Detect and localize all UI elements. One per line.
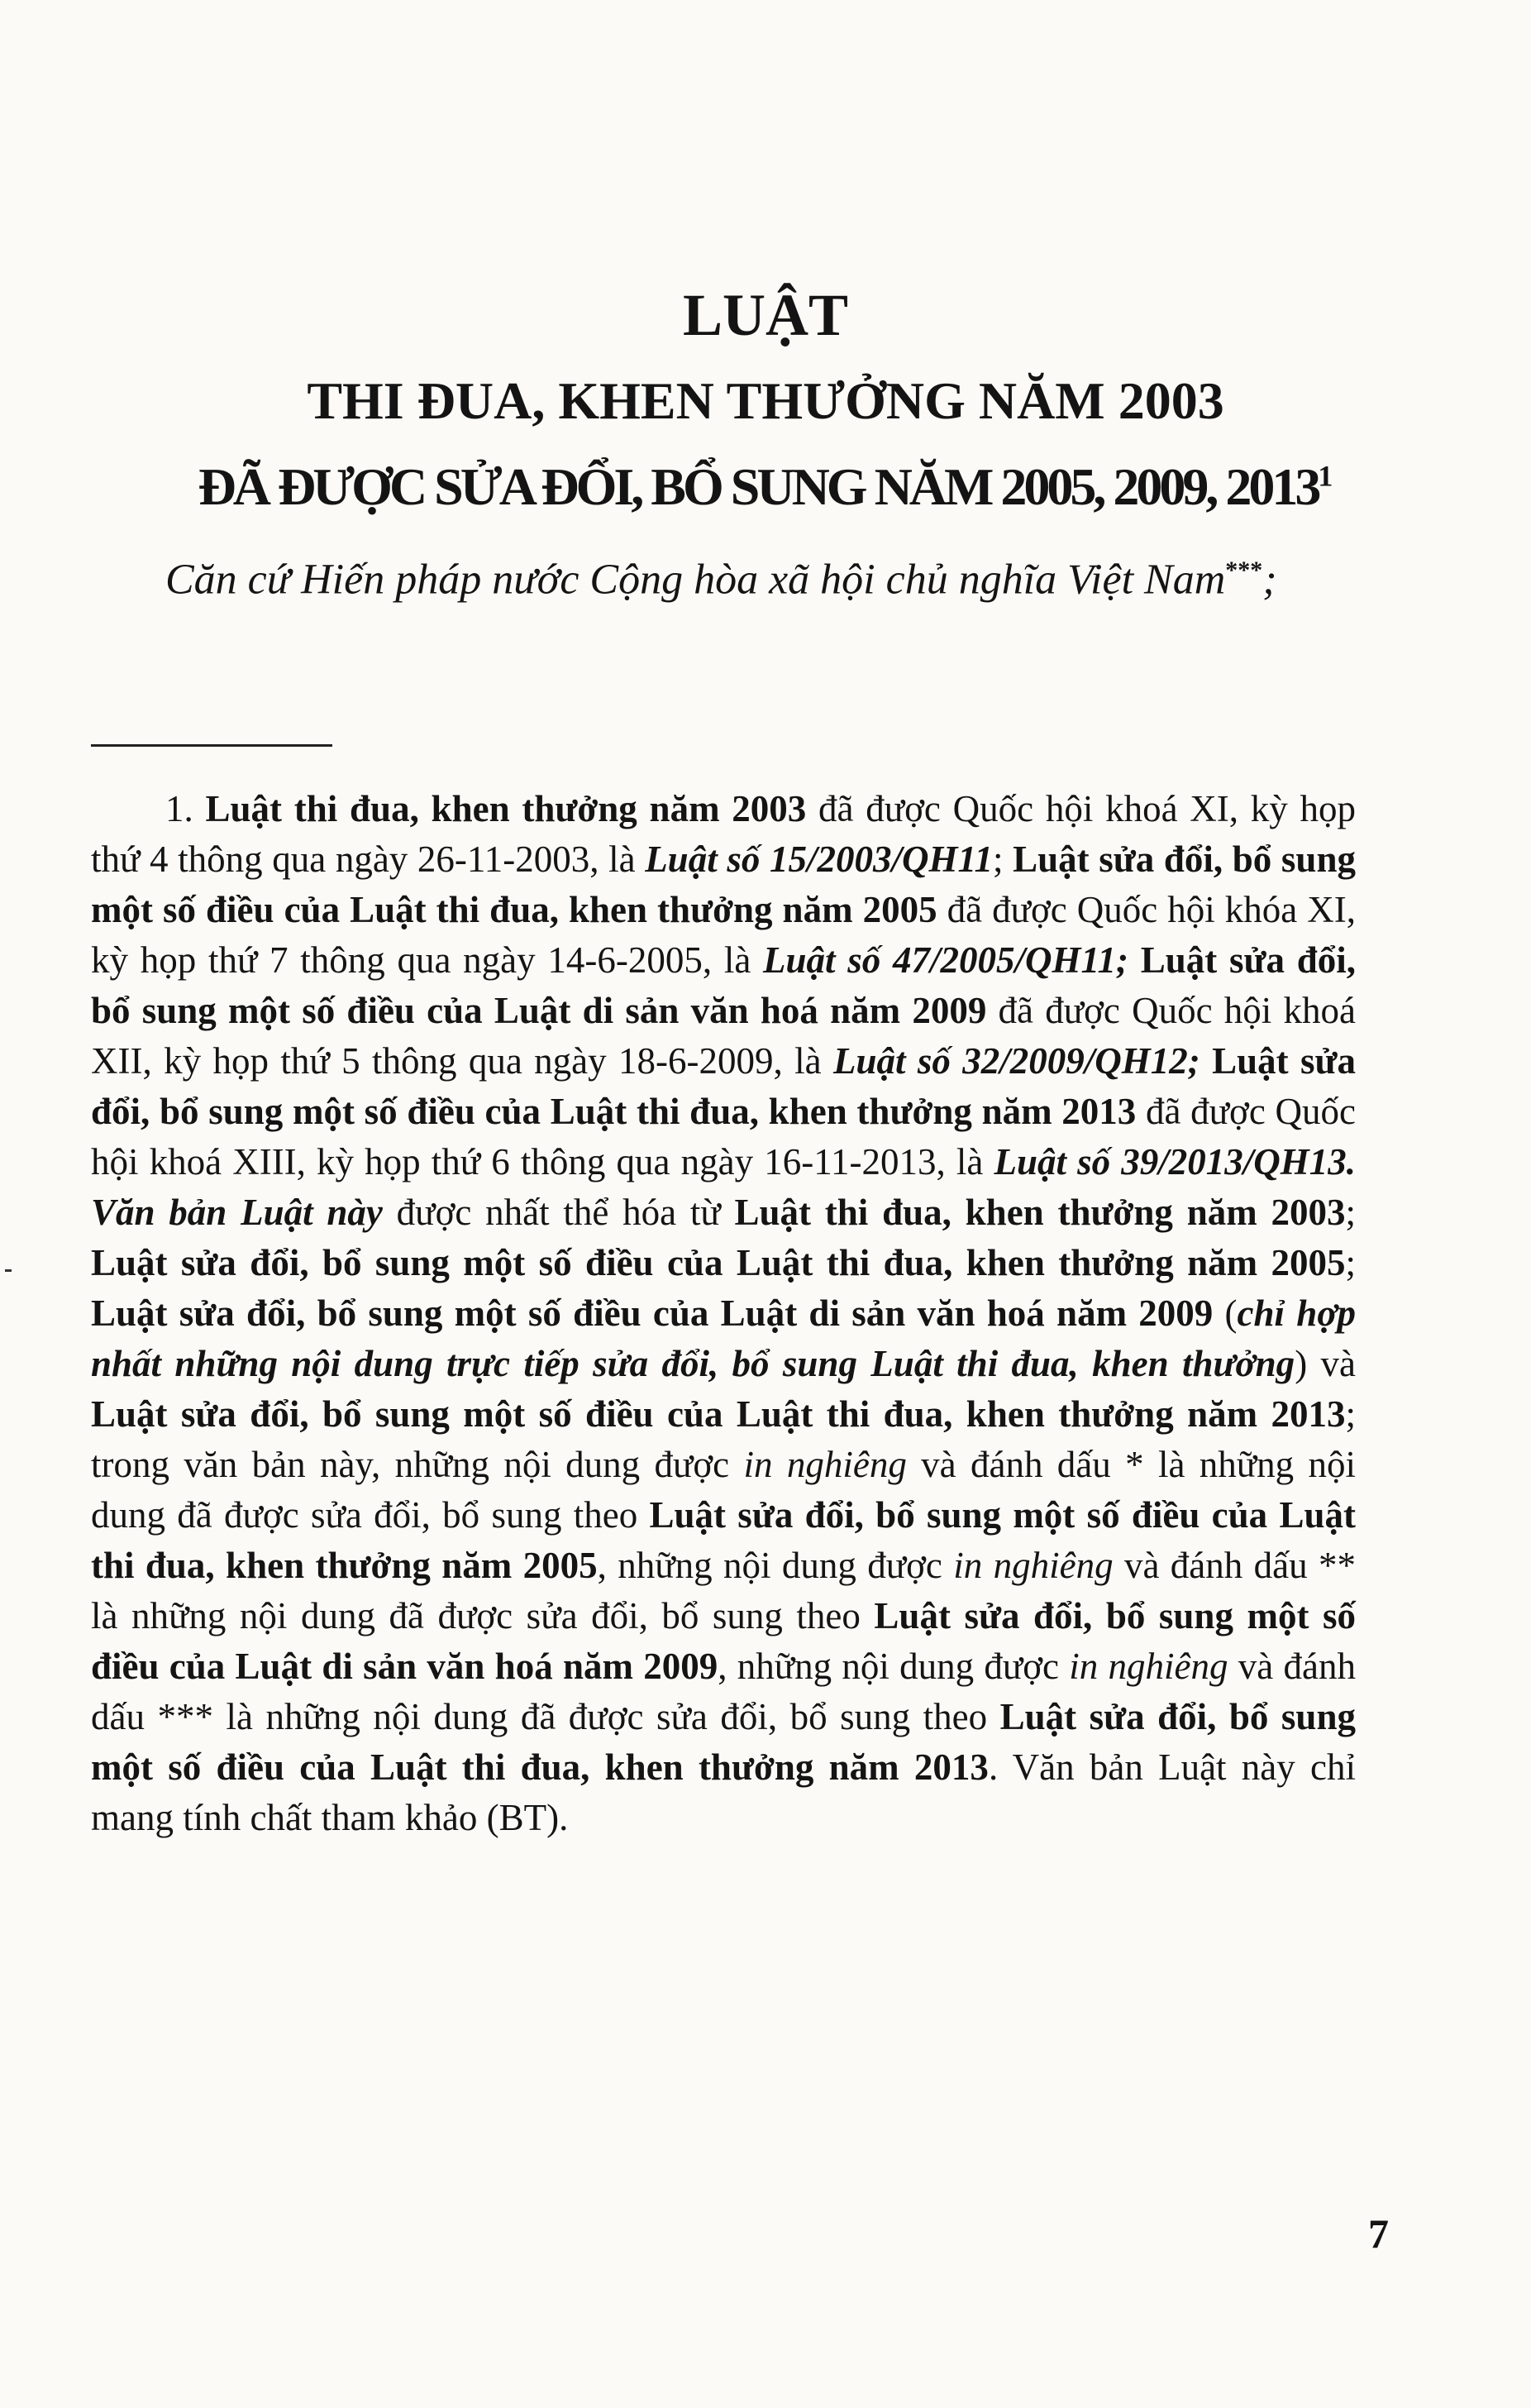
footnote-segment: ; trong văn bản này, những nội dung được (91, 1393, 1356, 1485)
footnote-segment: đã được Quốc hội khoá XII, kỳ họp thứ 5 thông qua ngày 18-6-2009, là (91, 990, 1356, 1082)
footnote-segment: Luật số 47/2005/QH11; (763, 939, 1129, 981)
preamble-text: Căn cứ Hiến pháp nước Cộng hòa xã hội chủ nghĩa Việt Nam (165, 556, 1226, 604)
page-number: 7 (1368, 2210, 1389, 2257)
footnote-segment: , những nội dung được (718, 1646, 1070, 1687)
footnote-segment: Luật sửa đổi, bổ sung một số điều của Luật di sản văn hoá năm 2009 (91, 1595, 1356, 1687)
footnote-segment: in nghiêng (953, 1545, 1114, 1586)
footnote-paragraph (91, 784, 1356, 1843)
margin-mark (5, 1269, 12, 1272)
footnote-segment: ) và (1295, 1343, 1356, 1384)
footnote-segment: Luật sửa đổi, bổ sung một số điều của Luật thi đua, khen thưởng năm 2013 (91, 1696, 1356, 1788)
footnote-segment: in nghiêng (1069, 1646, 1228, 1687)
footnote-segment: Luật thi đua, khen thưởng năm 2003 (205, 788, 807, 829)
footnote-segment: đã được Quốc hội khoá XIII, kỳ họp thứ 6 thông qua ngày 16-11-2013, là (91, 1091, 1356, 1182)
footnote-divider (91, 744, 332, 747)
footnote-segment: Luật số 32/2009/QH12; (832, 1040, 1200, 1082)
footnote-segment: và đánh dấu ** là những nội dung đã được sửa đổi, bổ sung theo (91, 1545, 1356, 1636)
footnote-segment: Luật sửa đổi, bổ sung một số điều của Luật di sản văn hoá năm 2009 (91, 939, 1357, 1031)
footnote-segment: và đánh dấu * là những nội dung đã được sửa đổi, bổ sung theo (91, 1444, 1356, 1536)
footnote-segment: Luật sửa đổi, bổ sung một số điều của Luật thi đua, khen thưởng năm 2005 (91, 1242, 1346, 1283)
footnote-segment: 1. (165, 788, 206, 829)
footnote-segment (1200, 1040, 1212, 1082)
footnote-segment: ( (1213, 1292, 1238, 1334)
footnote-segment: Luật sửa đổi, bổ sung một số điều của Luật thi đua, khen thưởng năm 2013 (91, 1040, 1357, 1132)
title-line-2: THI ĐUA, KHEN THƯỞNG NĂM 2003 (307, 371, 1224, 430)
preamble-suffix: ; (1262, 556, 1277, 604)
footnote-segment: chỉ hợp nhất những nội dung trực tiếp sửa đổi, bổ sung Luật thi đua, khen thưởng (91, 1292, 1356, 1384)
footnote-segment: Luật số 15/2003/QH11 (645, 838, 993, 880)
footnote (91, 784, 1356, 1843)
preamble (91, 533, 1331, 617)
footnote-segment: Luật sửa đổi, bổ sung một số điều của Luật thi đua, khen thưởng năm 2013 (91, 1393, 1346, 1435)
footnote-segment: Luật số 39/2013/QH13. Văn bản Luật này (91, 1141, 1356, 1233)
title-line-1: LUẬT (682, 282, 849, 348)
footnote-segment: đã được Quốc hội khoá XI, kỳ họp thứ 4 thông qua ngày 26-11-2003, là (91, 788, 1357, 880)
footnote-segment: in nghiêng (743, 1444, 907, 1485)
footnote-segment: đã được Quốc hội khóa XI, kỳ họp thứ 7 thông qua ngày 14-6-2005, là (91, 889, 1357, 981)
preamble-marker: *** (1225, 557, 1263, 584)
title-footnote-ref: 1 (1318, 459, 1333, 493)
footnote-segment: , những nội dung được (597, 1545, 954, 1586)
footnote-segment: ; (1345, 1242, 1356, 1283)
title-line-3 (0, 457, 1531, 516)
footnote-segment: . Văn bản Luật này chỉ mang tính chất tham khảo (BT). (91, 1746, 1357, 1838)
footnote-segment: Luật thi đua, khen thưởng năm 2003 (734, 1192, 1346, 1233)
footnote-segment: ; (992, 838, 1014, 880)
footnote-segment: Luật sửa đổi, bổ sung một số điều của Luật di sản văn hoá năm 2009 (91, 1292, 1214, 1334)
law-title (0, 282, 1531, 516)
footnote-segment: và đánh dấu *** là những nội dung đã được sửa đổi, bổ sung theo (91, 1646, 1356, 1737)
footnote-segment: được nhất thể hóa từ (382, 1192, 735, 1233)
footnote-segment: Luật sửa đổi, bổ sung một số điều của Luật thi đua, khen thưởng năm 2005 (91, 1494, 1356, 1586)
footnote-segment: ; (1345, 1192, 1356, 1233)
footnote-segment (1128, 939, 1141, 981)
footnote-segment: Luật sửa đổi, bổ sung một số điều của Luật thi đua, khen thưởng năm 2005 (91, 838, 1356, 930)
title-line-3-text: ĐÃ ĐƯỢC SỬA ĐỔI, BỔ SUNG NĂM 2005, 2009, 2013 (198, 457, 1319, 516)
